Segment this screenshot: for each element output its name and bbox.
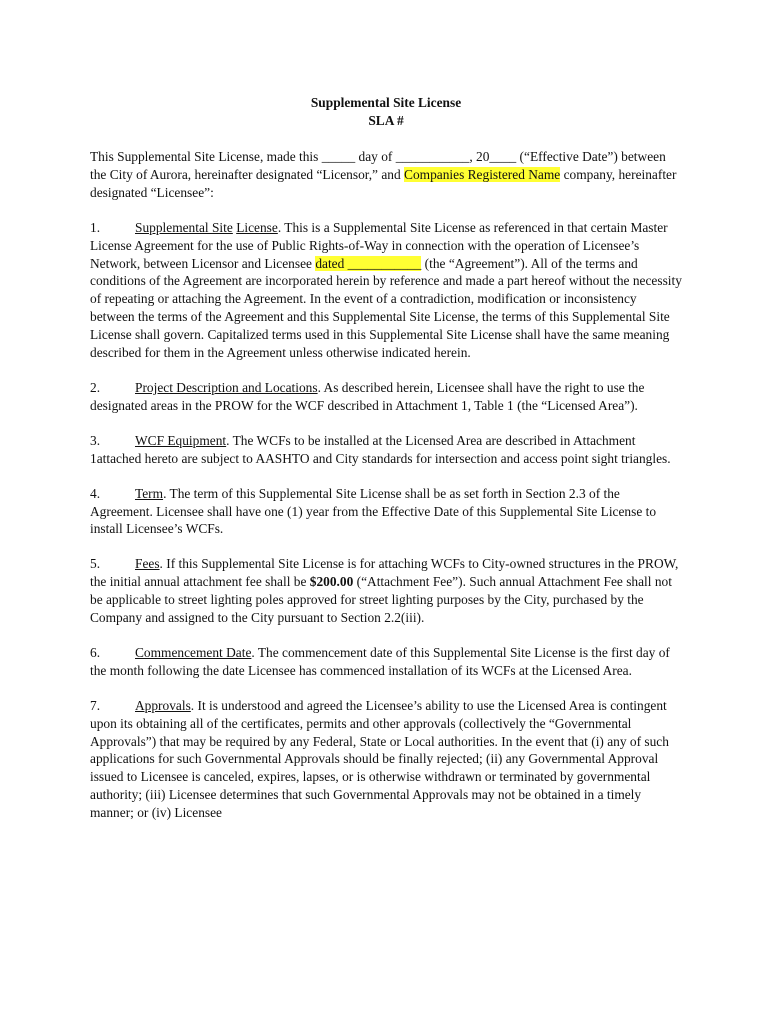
section-6-heading: Commencement Date	[135, 644, 252, 660]
section-1-heading-a: Supplemental Site	[135, 219, 233, 235]
section-3-heading: WCF Equipment	[135, 432, 227, 448]
section-5	[90, 555, 682, 627]
section-6-text: . The commencement date of this Supplemental Site License is the first day of the month following the date Licensee has commenced installation of its WCFs at the Licensed Area.	[90, 644, 670, 678]
section-3	[90, 432, 682, 468]
document-body	[90, 94, 682, 822]
section-2-text: . As described herein, Licensee shall have the right to use the designated areas in the PROW for the WCF described in Attachment 1, Table 1 (the “Licensed Area”).	[90, 379, 645, 413]
section-2-heading: Project Description and Locations	[135, 379, 318, 395]
intro-highlight-company: Companies Registered Name	[404, 166, 561, 182]
section-1-text-2: (the “Agreement”). All of the terms and conditions of the Agreement are incorporated herein by reference and made a part hereof without the necessity of repeating or attaching the Agreement. In the event of a contradiction, modification or inconsistency between the terms of the Agreement and this Supplemental Site License, the terms of this Supplemental Site License shall govern. Capitalized terms used in this Supplemental Site License shall have the same meaning described for them in the Agreement unless otherwise indicated herein.	[90, 255, 682, 361]
section-3-text: . The WCFs to be installed at the Licensed Area are described in Attachment 1attached hereto are subject to AASHTO and City standards for intersection and access point sight triangles.	[90, 432, 671, 466]
section-4	[90, 485, 682, 539]
section-4-number: 4.	[90, 485, 101, 501]
document-title: Supplemental Site License	[310, 95, 462, 110]
section-3-number: 3.	[90, 432, 101, 448]
section-4-text: . The term of this Supplemental Site License shall be as set forth in Section 2.3 of the Agreement. Licensee shall have one (1) year from the Effective Date of this Supplemental Site License to install Licensee’s WCFs.	[90, 485, 657, 537]
section-1-highlight-dated: dated ___________	[315, 255, 422, 271]
section-5-number: 5.	[90, 556, 101, 572]
section-1-heading-b: License	[236, 219, 278, 235]
section-7	[90, 697, 682, 822]
section-1	[90, 219, 682, 362]
intro-paragraph	[90, 148, 682, 202]
section-7-heading: Approvals	[135, 697, 191, 713]
intro-text-2: company, hereinafter designated “Licensee”:	[90, 166, 677, 200]
title-block	[90, 94, 682, 130]
section-7-number: 7.	[90, 697, 101, 713]
section-5-fee-amount: $200.00	[309, 574, 354, 590]
section-6	[90, 644, 682, 680]
section-1-number: 1.	[90, 219, 101, 235]
section-5-heading: Fees	[135, 556, 160, 572]
section-2-number: 2.	[90, 379, 101, 395]
document-subtitle: SLA #	[368, 113, 404, 128]
section-5-text-2: (“Attachment Fee”). Such annual Attachment Fee shall not be applicable to street lighting poles approved for street lighting purposes by the City, purchased by the Company and assigned to the City pursuant to Section 2.2(iii).	[90, 574, 672, 626]
section-6-number: 6.	[90, 644, 101, 660]
section-1-text-1: . This is a Supplemental Site License as referenced in that certain Master License Agreement for the use of Public Rights-of-Way in connection with the operation of Licensee’s Network, between Licensor and Licensee	[90, 219, 668, 271]
section-4-heading: Term	[135, 485, 164, 501]
intro-text-1: This Supplemental Site License, made this _____ day of ___________, 20____ (“Effective Date”) between the City of Aurora, hereinafter designated “Licensor,” and	[90, 149, 666, 182]
section-2	[90, 379, 682, 415]
section-7-text: . It is understood and agreed the Licensee’s ability to use the Licensed Area is contingent upon its obtaining all of the certificates, permits and other approvals (collectively the “Governmental Approvals”) that may be required by any Federal, State or Local authorities. In the event that (i) any of such applications for such Governmental Approvals should be finally rejected; (ii) any Governmental Approval issued to Licensee is canceled, expires, lapses, or is otherwise withdrawn or terminated by governmental authority; (iii) Licensee determines that such Governmental Approvals may not be obtained in a timely manner; or (iv) Licensee	[90, 697, 669, 821]
section-5-text-1: . If this Supplemental Site License is for attaching WCFs to City-owned structures in the PROW, the initial annual attachment fee shall be	[90, 556, 679, 590]
